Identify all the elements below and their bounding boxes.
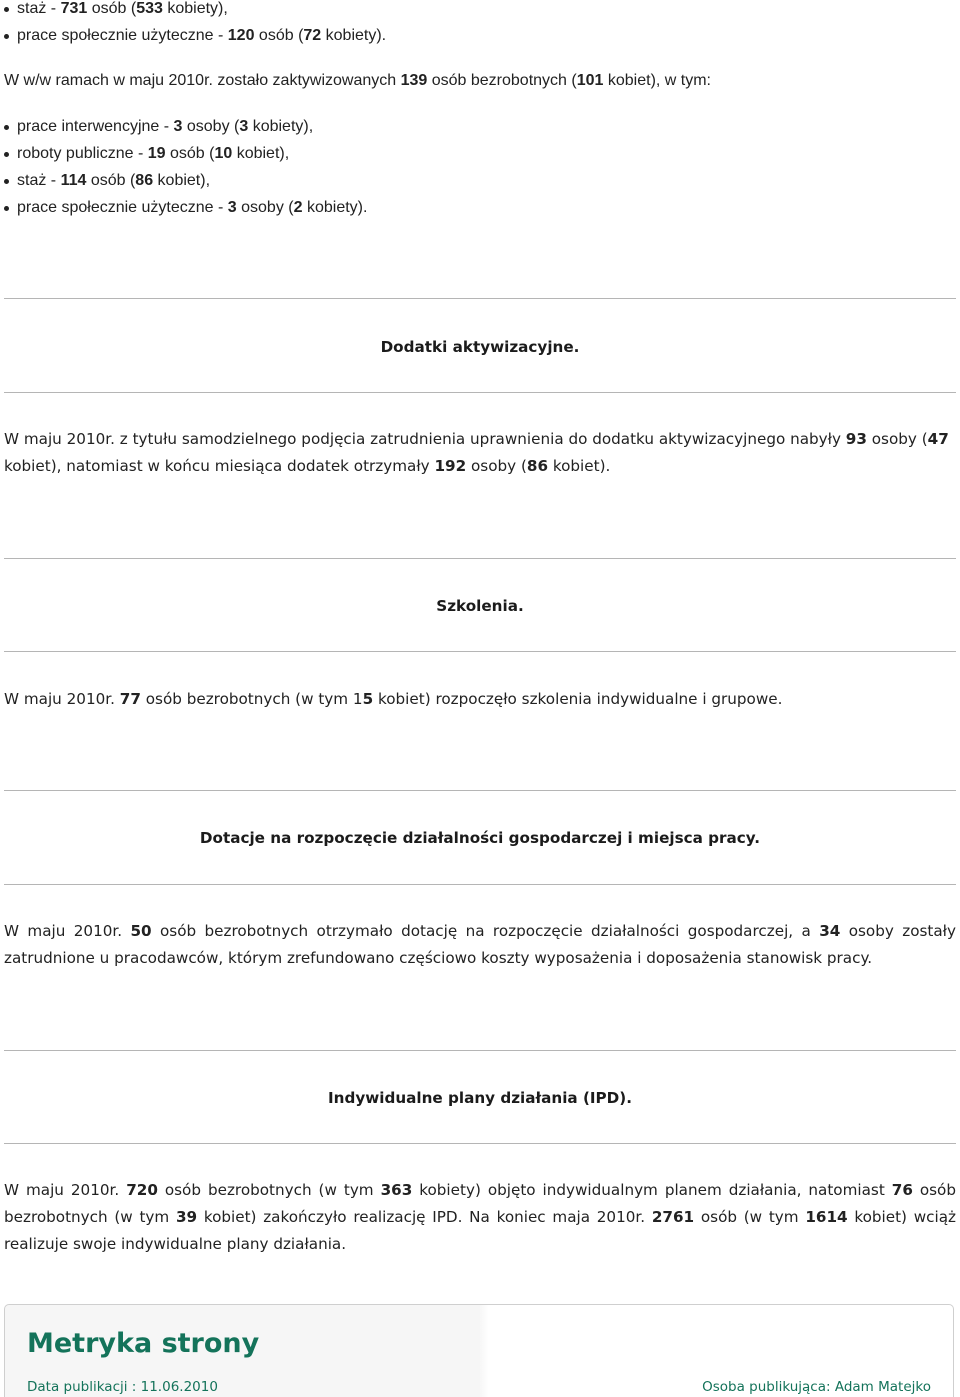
metadata-title: Metryka strony <box>27 1328 260 1359</box>
page-metadata-box <box>4 1304 954 1397</box>
publication-date: Data publikacji : 11.06.2010 <box>27 1379 218 1395</box>
list-item: prace interwencyjne - 3 osoby (3 kobiety), <box>0 113 367 140</box>
bullet-list-summary <box>0 0 386 49</box>
list-item: staż - 114 osób (86 kobiet), <box>0 167 367 194</box>
section-heading-dotacje: Dotacje na rozpoczęcie działalności gospodarczej i miejsca pracy. <box>199 829 761 847</box>
publisher-name: Osoba publikująca: Adam Matejko <box>702 1379 931 1395</box>
divider <box>4 790 956 791</box>
divider <box>4 1143 956 1144</box>
section-heading-dodatki: Dodatki aktywizacyjne. <box>380 338 580 356</box>
bullet-list-activated <box>0 113 367 221</box>
list-item: prace społecznie użyteczne - 120 osób (72 kobiety). <box>0 22 386 49</box>
list-item: roboty publiczne - 19 osób (10 kobiet), <box>0 140 367 167</box>
divider <box>4 298 956 299</box>
divider <box>4 884 956 885</box>
list-item: staż - 731 osób (533 kobiety), <box>0 0 386 22</box>
divider <box>4 392 956 393</box>
divider <box>4 651 956 652</box>
list-item: prace społecznie użyteczne - 3 osoby (2 kobiety). <box>0 194 367 221</box>
paragraph-activated: W w/w ramach w maju 2010r. zostało zaktywizowanych 139 osób bezrobotnych (101 kobiet), w tym: <box>4 72 711 89</box>
divider <box>4 1050 956 1051</box>
paragraph-dodatki: W maju 2010r. z tytułu samodzielnego podjęcia zatrudnienia uprawnienia do dodatku aktywizacyjnego nabyły 93 osoby (47 kobiet), natomiast w końcu miesiąca dodatek otrzymały 192 osoby (86 kobiet). <box>4 430 949 475</box>
paragraph-szkolenia: W maju 2010r. 77 osób bezrobotnych (w tym 15 kobiet) rozpoczęło szkolenia indywidualne i grupowe. <box>4 690 783 708</box>
section-heading-ipd: Indywidualne plany działania (IPD). <box>328 1089 632 1107</box>
paragraph-ipd: W maju 2010r. 720 osób bezrobotnych (w tym 363 kobiety) objęto indywidualnym planem działania, natomiast 76 osób bezrobotnych (w tym 39 kobiet) zakończyło realizację IPD. Na koniec maja 2010r. 2761 osób (w tym 1614 kobiet) wciąż realizuje swoje indywidualne plany działania. <box>4 1181 956 1253</box>
section-heading-szkolenia: Szkolenia. <box>436 597 524 615</box>
divider <box>4 558 956 559</box>
paragraph-dotacje: W maju 2010r. 50 osób bezrobotnych otrzymało dotację na rozpoczęcie działalności gospodarczej, a 34 osoby zostały zatrudnione u pracodawców, którym zrefundowano częściowo koszty wyposażenia i doposażenia stanowisk pracy. <box>4 922 956 967</box>
